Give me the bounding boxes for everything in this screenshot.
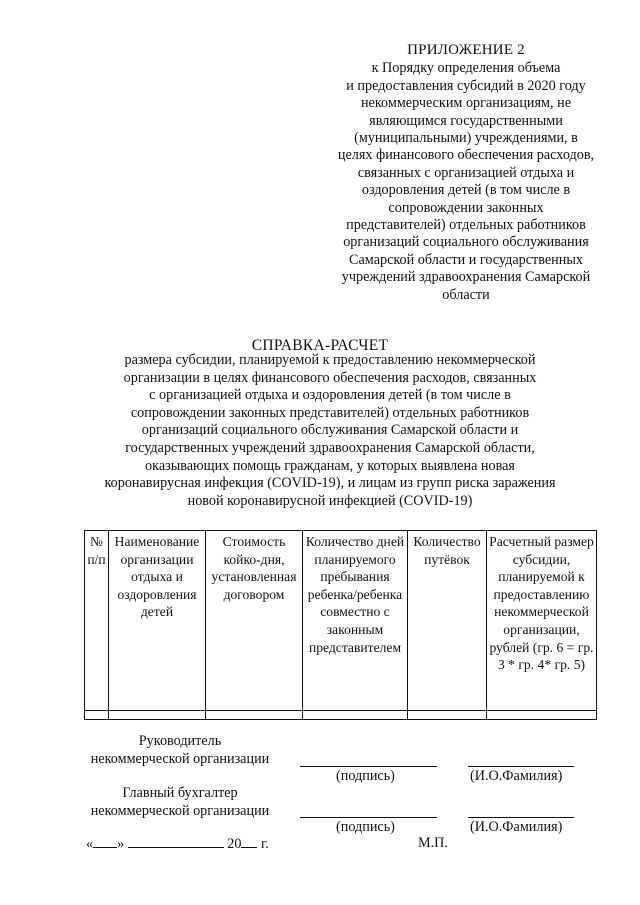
accountant-signature-caption: (подпись)	[336, 819, 395, 835]
accountant-role-title: Главный бухгалтер	[122, 785, 238, 801]
stamp-place: М.П.	[418, 835, 448, 851]
column-header-vouchers-count: Количество путёвок	[408, 531, 487, 711]
date-day-blank	[93, 835, 117, 848]
appendix-line: сопровождении законных	[388, 199, 544, 216]
date-year-prefix: 20	[227, 836, 242, 852]
document-subtitle	[60, 352, 600, 510]
subtitle-line: размера субсидии, планируемой к предоставлению некоммерческой	[124, 352, 536, 368]
table-cell	[109, 711, 206, 720]
head-role-org: некоммерческой организации	[90, 750, 270, 767]
appendix-line: связанных с организацией отдыха и	[357, 164, 575, 181]
head-role	[80, 733, 280, 768]
appendix-line: некоммерческим организациям, не	[360, 95, 572, 112]
head-signature-line	[300, 766, 437, 767]
head-name-caption: (И.О.Фамилия)	[470, 768, 563, 784]
column-header-organization-name: Наименование организации отдыха и оздоровления детей	[109, 531, 206, 711]
date-month-blank	[128, 835, 224, 848]
appendix-line: (муниципальными) учреждениями, в	[354, 130, 578, 147]
appendix-line: целях финансового обеспечения расходов,	[337, 147, 595, 164]
date-quote-open: «	[86, 836, 94, 852]
table-header-row	[85, 531, 597, 711]
subtitle-line: с организацией отдыха и оздоровления детей (в том числе в	[149, 387, 511, 404]
appendix-line: Самарской области и государственных	[349, 251, 583, 268]
accountant-name-caption: (И.О.Фамилия)	[470, 819, 563, 835]
subtitle-line: коронавирусная инфекция (COVID-19), и лицам из групп риска заражения	[104, 475, 556, 492]
column-header-subsidy-amount: Расчетный размер субсидии, планируемой к предоставлению некоммерческой организации, рублей (гр. 6 = гр. 3 * гр. 4* гр. 5)	[487, 531, 597, 711]
subtitle-line: государственных учреждений здравоохранения Самарской области,	[125, 439, 535, 456]
calculation-table	[84, 530, 597, 720]
accountant-role	[80, 785, 280, 820]
appendix-line: представителей) отдельных работников	[346, 217, 586, 234]
subtitle-line: оказывающих помощь гражданам, у которых выявлена новая	[145, 457, 515, 474]
date-line	[86, 835, 269, 853]
appendix-line: учреждений здравоохранения Самарской	[341, 269, 591, 286]
column-header-days-count: Количество дней планируемого пребывания ребенка/ребенка совместно с законным представителем	[303, 531, 408, 711]
table-cell	[408, 711, 487, 720]
head-role-title: Руководитель	[138, 733, 222, 749]
subtitle-line: организаций социального обслуживания Самарской области и	[141, 422, 519, 439]
head-name-line	[468, 766, 574, 767]
date-year-suffix: г.	[261, 836, 269, 852]
date-quote-close: »	[117, 836, 125, 852]
date-year-blank	[241, 835, 257, 848]
appendix-line: являющимся государственными	[369, 112, 563, 129]
subtitle-line: новой коронавирусной инфекцией (COVID-19)	[187, 492, 473, 509]
subtitle-line: сопровождении законных представителей) отдельных работников	[130, 404, 530, 421]
appendix-title: ПРИЛОЖЕНИЕ 2	[407, 42, 525, 58]
appendix-line: организаций социального обслуживания	[343, 234, 589, 251]
table-cell	[487, 711, 597, 720]
appendix-line: области	[442, 286, 490, 303]
head-signature-caption: (подпись)	[336, 768, 395, 784]
accountant-signature-line	[300, 817, 437, 818]
table-cell	[85, 711, 109, 720]
column-header-number: № п/п	[85, 531, 109, 711]
appendix-line: к Порядку определения объема	[371, 60, 561, 77]
accountant-name-line	[468, 817, 574, 818]
accountant-role-org: некоммерческой организации	[90, 802, 270, 819]
appendix-line: оздоровления детей (в том числе в	[361, 182, 571, 199]
table-cell	[206, 711, 303, 720]
appendix-header	[322, 42, 610, 304]
appendix-line: и предоставления субсидий в 2020 году	[346, 77, 586, 94]
table-cell	[303, 711, 408, 720]
subtitle-line: организации в целях финансового обеспечения расходов, связанных	[123, 369, 537, 386]
table-row	[85, 711, 597, 720]
document-title: СПРАВКА-РАСЧЕТ	[251, 337, 389, 354]
column-header-bed-day-cost: Стоимость койко-дня, установленная договором	[206, 531, 303, 711]
